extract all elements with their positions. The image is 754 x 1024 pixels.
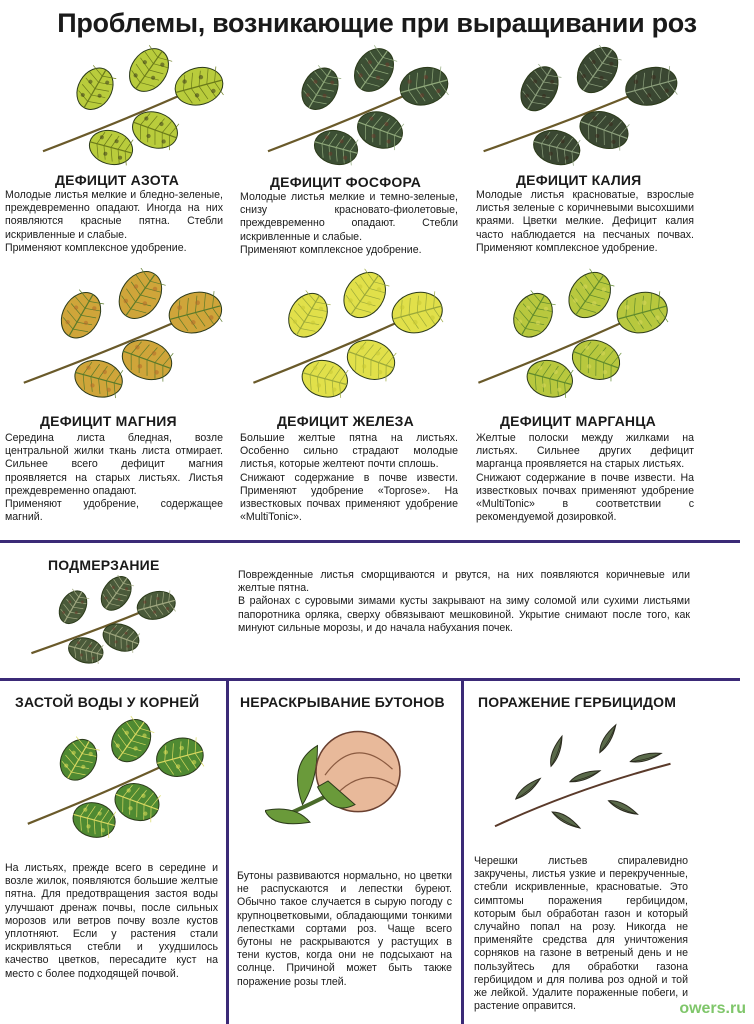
manganese-leaf-icon — [470, 268, 680, 403]
magnesium-text: Середина листа бледная, возле центральной жилки ткань листа отмирает. Сильнее всего дефицит магния проявляется на старых листьях. Листья преждевременно опадают. Применяют удобрение, содержащее магний. — [5, 432, 223, 524]
magnesium-leaf-icon — [15, 268, 235, 403]
column-divider — [461, 681, 464, 1024]
manganese-text: Желтые полоски между жилками на листьях. Сильнее других дефицит марганца проявляется на старых листьях. Снижают содержание в почве извести. На известковых почвах применяют удобрение «MultiTonic» в соответствии с рекомендуемой дозировкой. — [476, 432, 694, 524]
magnesium-heading: ДЕФИЦИТ МАГНИЯ — [40, 413, 177, 429]
section-divider — [0, 540, 740, 543]
iron-text: Большие желтые пятна на листьях. Особенно сильно страдают молодые листья, которые желтеют почти сплошь. Снижают содержание в почве извести. Применяют удобрение «Toprose». На известковых почвах применяют удобрение «MultiTonic». — [240, 432, 458, 524]
iron-leaf-icon — [245, 268, 455, 403]
phosphorus-text: Молодые листья мелкие и темно-зеленые, снизу красновато-фиолетовые, преждевременно опадают. Стебли искривленные и слабые. Применяют комплексное удобрение. — [240, 191, 458, 256]
frost-heading: ПОДМЕРЗАНИЕ — [48, 557, 160, 573]
nitrogen-heading: ДЕФИЦИТ АЗОТА — [55, 172, 180, 188]
nitrogen-text: Молодые листья мелкие и бледно-зеленые, преждевременно опадают. Иногда на них появляются красные пятна. Стебли искривленные и слабые. Применяют комплексное удобрение. — [5, 189, 223, 254]
phosphorus-heading: ДЕФИЦИТ ФОСФОРА — [270, 174, 422, 190]
waterlogging-text: На листьях, прежде всего в середине и возле жилок, появляются большие желтые пятна. Для предотвращения застоя воды улучшают дренаж почвы, после сильных морозов или ветров почву возле кустов уплотняют. Если у растения стали искривляться стебли и ухудшилось качество цветков, пересадите куст на место с более подходящей почвой. — [5, 862, 218, 980]
phosphorus-leaf-icon — [260, 45, 460, 170]
page-title: Проблемы, возникающие при выращивании роз — [57, 8, 697, 38]
iron-heading: ДЕФИЦИТ ЖЕЛЕЗА — [277, 413, 414, 429]
manganese-heading: ДЕФИЦИТ МАРГАНЦА — [500, 413, 656, 429]
potassium-heading: ДЕФИЦИТ КАЛИЯ — [516, 172, 642, 188]
waterlogging-heading: ЗАСТОЙ ВОДЫ У КОРНЕЙ — [15, 694, 200, 710]
column-divider — [226, 681, 229, 1024]
watermark: owers.ru — [679, 1000, 746, 1017]
rose-bud-icon — [265, 722, 415, 840]
bud-text: Бутоны развиваются нормально, но цветки не распускаются и лепестки буреют. Обычно такое случается в сырую погоду с крупноцветковыми, обладающими тонкими лепестками сортами роз. Чаще всего бутоны не раскрываются у растущих в тени кустов, когда они не подсыхают на солнце. Причиной может быть также поражение розы тлей. — [237, 870, 452, 988]
section-divider — [0, 678, 740, 681]
herbicide-text: Черешки листьев спиралевидно закручены, листья узкие и перекрученные, стебли искривленные, красноватые. Это симптомы поражения гербицидом, которым был обработан газон и который случайно попал на розу. Никогда не применяйте средства для уничтожения сорняков на газоне в ветреный день и не пользуйтесь для обработки газона гербицидом и для полива роз одной и той же лейкой. Удалите пораженные побеги, и растение оправится. — [474, 855, 688, 1013]
bud-heading: НЕРАСКРЫВАНИЕ БУТОНОВ — [240, 694, 445, 710]
potassium-text: Молодые листья красноватые, взрослые листья зеленые с коричневыми высохшими краями. Цветки мелкие. Дефицит калия часто наблюдается на песчаных почвах. Применяют комплексное удобрение. — [476, 189, 694, 254]
frost-leaf-icon — [25, 575, 185, 667]
nitrogen-leaf-icon — [35, 45, 235, 170]
herbicide-leaf-icon — [490, 720, 680, 845]
herbicide-heading: ПОРАЖЕНИЕ ГЕРБИЦИДОМ — [478, 694, 677, 710]
frost-text: Поврежденные листья сморщиваются и рвутся, на них появляются коричневые или желтые пятна. В районах с суровыми зимами кусты закрывают на зиму соломой или сухими листьями папоротника орляка, сверху обвязывают мешковиной. Укрытие снимают после того, как минуют сильные морозы, и до начала набухания почек. — [238, 569, 690, 634]
potassium-leaf-icon — [475, 45, 690, 170]
waterlogging-leaf-icon — [20, 715, 215, 843]
